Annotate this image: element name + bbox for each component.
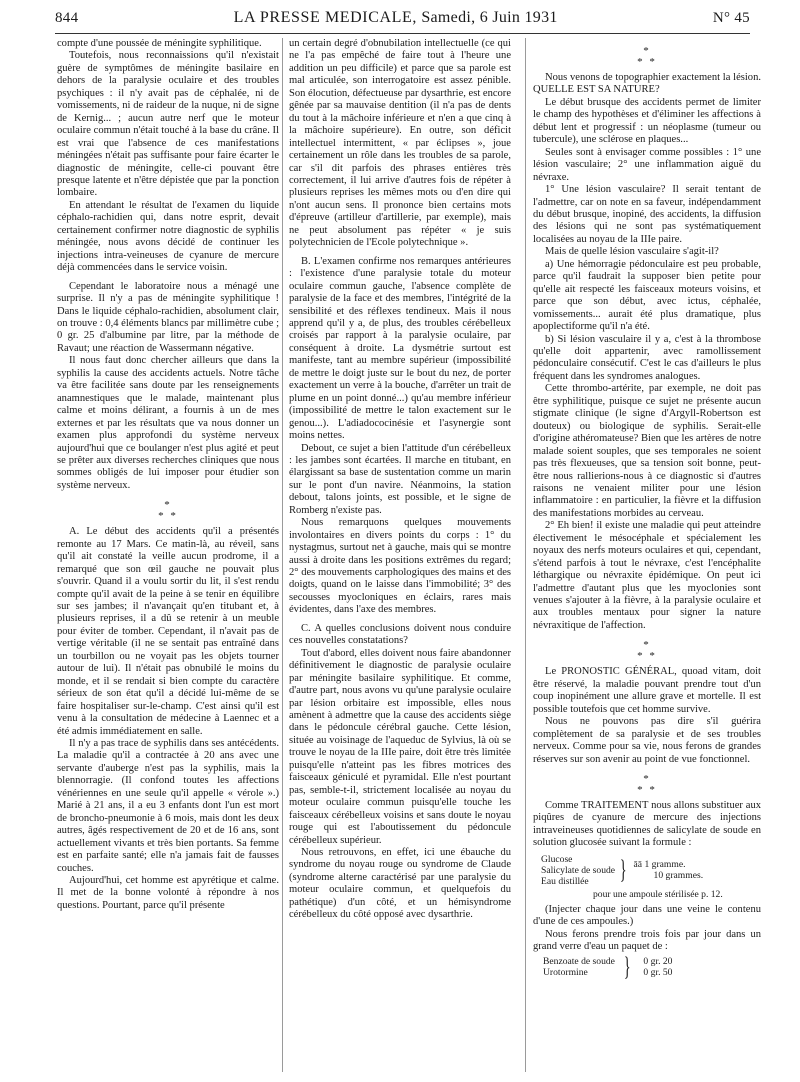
paragraph: Nous retrouvons, en effet, ici une ébauche du syndrome du noyau rouge ou syndrome de Claude (syndrome alterne caractérisé par une paralysie du moteur oculaire commun, et quelquefois du pathétique) d'un côté, et un hémisyndrome cérébelleux du côté opposé avec dysarthrie. xyxy=(289,847,511,921)
col3-section-treatment xyxy=(533,904,761,954)
formula-note: pour une ampoule stérilisée p. 12. xyxy=(593,888,723,900)
paragraph: 2° Eh bien! il existe une maladie qui peut atteindre électivement le mésocéphale et spécialement les noyaux des nerfs moteurs oculaires et qui, cependant, s'étend parfois à tout le névraxe, c'est l'encéphalite léthargique ou névraxite épidémique. On peut ici l'admettre d'autant plus que les myoclonies sont venues s'ajouter à la fièvre, à la paralysie oculaire et aux troubles mentaux pour signer la nature névraxitique de l'affection. xyxy=(533,520,761,631)
prescription-packet xyxy=(543,951,761,981)
packet-ingredients xyxy=(543,956,615,978)
paragraph: Nous venons de topographier exactement la lésion. QUELLE EST SA NATURE? xyxy=(533,72,761,96)
issue-date: Samedi, 6 Juin 1931 xyxy=(421,9,558,26)
paragraph: En attendant le résultat de l'examen du liquide céphalo-rachidien qui, dans notre esprit, devait certainement confirmer notre diagnostic de syphilis méningée, nous avons décidé de continuer les injections intra-veineuses de cyanure de mercure déjà commencées dans le service voisin. xyxy=(57,199,279,274)
paragraph: Cependant le laboratoire nous a ménagé une surprise. Il n'y a pas de méningite syphilitique ! Dans le liquide céphalo-rachidien, absolument clair, on trouve : 0,4 éléments blancs par millimètre cube ; 0 gr. 25 d'albumine par litre, par la méthode de Ravaut; une réaction de Wassermann négative. xyxy=(57,280,280,354)
paragraph: Le début brusque des accidents permet de limiter le champ des hypothèses et d'éliminer les affections à début lent et progressif : un néoplasme (tumeur ou tubercule), une sclérose en plaques... xyxy=(533,96,761,146)
paragraph: A. Le début des accidents qu'il a présentés remonte au 17 Mars. Ce matin-là, au réveil, sans qu'il ait constaté la veille aucun prodrome, il a remarqué que son œil gauche ne pouvait plus s'ouvrir. Quand il a voulu sortir du lit, il s'est rendu compte qu'il avait de la peine à se tenir en équilibre sur ses jambes; il n'avançait qu'en titubant et, à plusieurs reprises, il a dû se retenir à un meuble pour éviter de tomber. Cependant, il n'avait pas de vertige véritable (il ne se sentait pas entraîné dans un tourbillon ou ne voyait pas les objets tourner autour de lui). Il n'était pas obnubilé le moins du monde, et il se rendait si bien compte du caractère sérieux de son état qu'il a décidé lui-même de se faire hospitaliser sur-le-champ. C'est ainsi qu'il est venu à la consultation de médecine à Laennec et a été admis immédiatement en salle. xyxy=(57,526,279,737)
column-divider xyxy=(525,38,526,1072)
paragraph: a) Une hémorragie pédonculaire est peu probable, parce qu'il faudrait la supposer bien petite pour qu'elle ait respecté les faisceaux moteurs voisins, et parce que son début, avec ictus, céphalée, vomissements... aurait été plus dramatique, plus apoplectiforme qu'il n'a été. xyxy=(533,258,761,333)
paragraph: Comme TRAITEMENT nous allons substituer aux piqûres de cyanure de mercure des injections intraveineuses quotidiennes de salicylate de soude en solution glucosée suivant la formule : xyxy=(533,800,761,849)
text-column-1 xyxy=(57,38,279,912)
paragraph: Debout, ce sujet a bien l'attitude d'un cérébelleux : les jambes sont écartées. Il marche en titubant, en élargissant sa base de sustentation comme un marin sur le pont d'un navire. Néanmoins, la station debout, talons joints, est possible, et le signe de Romberg n'existe pas. xyxy=(289,442,511,516)
text-column-2 xyxy=(289,38,511,922)
paragraph: Tout d'abord, elles doivent nous faire abandonner définitivement le diagnostic de paralysie oculaire par méningite basilaire syphilitique. Et comme, d'autre part, nous avons vu qu'une paralysie oculaire par lésion orbitaire est impossible, elles nous amènent à admettre que la cause des accidents siège dans le pédoncule cérébral gauche. Cette lésion, située au voisinage de l'aqueduc de Sylvius, là où se trouve le noyau de la IIIe paire, doit être très limitée puisqu'elle n'atteint pas les fibres motrices des faisceaux géniculé et pyramidal. Elle n'est pourtant pas, semble-t-il, strictement localisée au noyau du moteur oculaire commun puisqu'elle touche les faisceaux cérébelleux voisins et sans doute le noyau rouge qui est l'aboutissement du pédoncule cérébelleux supérieur. xyxy=(289,647,511,846)
paragraph: un certain degré d'obnubilation intellectuelle (ce qui ne l'a pas empêché de faire tout à l'heure une addition un peu difficile) et parce que sa parole est mal articulée, son interrogatoire est assez pénible. Son élocution, défectueuse par dysarthrie, est encore gênée par sa mauvaise dentition (il n'a pas de dents du tout à la mâchoire inférieure et n'en a que cinq à la mâchoire supérieure). En outre, son déficit intellectuel intermittent, « par éclipses », joue certainement un rôle dans les troubles de sa parole, car s'il dit parfois des phrases entières très correctement, il lui arrive d'autres fois de répéter à plusieurs reprises les mêmes mots ou d'en dire qui n'ont aucun sens. Il prononce bien certains mots d'épreuve (artilleur d'artillerie, par exemple), mais ne peut absolument pas répéter « je suis polytechnicien de l'Ecole polytechnique ». xyxy=(289,38,511,249)
paragraph: Le PRONOSTIC GÉNÉRAL, quoad vitam, doit être réservé, la maladie pouvant prendre tout d'un coup inopinément une allure grave et mortelle. Il est possible toutefois que cet homme survive. xyxy=(533,666,761,715)
paragraph: 1° Une lésion vasculaire? Il serait tentant de l'admettre, car on note en sa faveur, indépendamment du début brusque, inopiné, des accidents, la diffusion des lésions qui ne sont pas systématiquement localisées au noyau de la IIIe paire. xyxy=(533,184,761,245)
packet-doses xyxy=(643,956,672,978)
formula-ingredients xyxy=(541,854,615,887)
paragraph: Il nous faut donc chercher ailleurs que dans la syphilis la cause des accidents actuels. Notre tâche va être facilitée sans doute par les renseignements anamnestiques que le malade, maintenant plus calme et moins délirant, a fournis à un de mes externes et par les résultats que va nous donner un examen plus approfondi du système nerveux aujourd'hui que ce boulanger n'est plus agité et peut se prêter aux diverses recherches cliniques que nous sommes obligés de lui imposer pour étudier son système nerveux. xyxy=(57,355,279,491)
formula-amount-1: āā 1 gramme. xyxy=(633,859,686,871)
page-number: 844 xyxy=(55,9,79,26)
section-separator: * * * xyxy=(637,45,657,68)
paragraph: compte d'une poussée de méningite syphilitique. xyxy=(57,38,262,49)
packet-ingredient: Benzoate de soude xyxy=(543,955,615,967)
packet-dose: 0 gr. 20 xyxy=(643,955,673,967)
packet-brace: } xyxy=(623,951,631,981)
paragraph: Aujourd'hui, cet homme est apyrétique et calme. Il met de la bonne volonté à répondre à nos questions. Pourtant, parce qu'il présente xyxy=(57,875,279,911)
formula-ingredient: Glucose xyxy=(541,853,573,865)
packet-ingredient: Urotormine xyxy=(543,966,588,978)
section-separator: * * * xyxy=(637,639,657,663)
header-rule xyxy=(55,33,750,34)
formula-ingredient: Eau distillée xyxy=(541,875,589,887)
column-divider xyxy=(282,38,283,1072)
paragraph: Nous ne pouvons pas dire s'il guérira complètement de sa paralysie et de ses troubles nerveux. Comme pour sa vie, nous ferons de grandes réserves sur son avenir au point de vue fonctionnel. xyxy=(533,716,761,765)
paragraph: Mais de quelle lésion vasculaire s'agit-il? xyxy=(545,246,719,258)
paragraph: B. L'examen confirme nos remarques antérieures : l'existence d'une paralysie totale du moteur oculaire commun gauche, l'absence complète de paralysie de la face et des membres, l'intégrité de la sensibilité et des réflexes tendineux. Mais il nous apprend qu'il y a, de plus, des troubles cérébelleux croisés par rapport à la paralysie oculaire, par conséquent à droite. La dysmétrie surtout est manifeste, tant au membre supérieur (impossibilité de mettre le doigt juste sur le bout du nez, de porter exactement un verre à la bouche, d'arrêter un trait de plume en un point donné...) qu'au membre inférieur (impossibilité de mettre le talon exactement sur le genou...). L'adiadococinésie et l'asynergie sont moins nettes. xyxy=(289,255,511,442)
paragraph: Il n'y a pas trace de syphilis dans ses antécédents. La maladie qu'il a contractée à 20 ans avec une servante d'auberge n'est pas la syphilis, mais la blennorragie. (Il confond toutes les affections vénériennes en une seule qu'il appelle « vérole ».) Marié à 21 ans, il a eu 3 enfants dont l'un est mort de broncho-pneumonie à 6 mois, mais dont les deux autres, âgés respectivement de 20 et de 16 ans, sont actuellement vivants et très bien portants. Sa femme est en parfaite santé; elle n'a jamais fait de fausses couches. xyxy=(57,738,279,874)
paragraph: Seules sont à envisager comme possibles : 1° une lésion vasculaire; 2° une inflammation aiguë du névraxe. xyxy=(533,146,761,183)
running-title xyxy=(78,9,713,27)
section-separator: * * * xyxy=(158,499,178,523)
paragraph: Nous remarquons quelques mouvements involontaires en divers points du corps : 1° du nystagmus, surtout net à gauche, mais qui se montre aussi à droite dans les positions extrêmes du regard; 2° des mouvements carphologiques des mains et des doigts, quand on le laisse dans l'immobilité; 3° des secousses myocloniques en éclairs, rares mais évidentes, dans l'axe des membres. xyxy=(289,517,511,616)
text-column-3 xyxy=(533,38,761,981)
paragraph: b) Si lésion vasculaire il y a, c'est à la thrombose qu'elle doit appartenir, avec ramollissement pédonculaire consécutif. C'est le cas d'ailleurs le plus fréquent dans les syndromes analogues. xyxy=(533,333,761,382)
formula-ingredient: Salicylate de soude xyxy=(541,864,616,876)
journal-name: LA PRESSE MEDICALE, xyxy=(233,9,418,26)
formula-brace: } xyxy=(619,855,627,885)
section-separator: * * * xyxy=(637,773,657,797)
formula-amount-2: 10 grammes. xyxy=(653,870,704,882)
paragraph: Cette thrombo-artérite, par exemple, ne doit pas être syphilitique, puisque ce sujet ne présente aucun stigmate clinique (le signe d'Argyll-Robertson est douteux) ou biologique de syphilis. Serait-elle d'origine athéromateuse? Bien que les artères de notre malade soient souples, que ses temporales ne soient pas très flexueuses, que sa tension soit bonne, peut-être nous rallierions-nous à ce diagnostic si d'autres raisons ne venaient militer pour une lésion inflammatoire : en particulier, la fièvre et la diffusion des manifestations morbides au cerveau. xyxy=(533,383,761,519)
packet-dose: 0 gr. 50 xyxy=(643,966,673,978)
prescription-formula xyxy=(541,854,761,887)
col3-section-nature xyxy=(533,46,761,632)
issue-number: N° 45 xyxy=(712,9,750,26)
col3-section-prognosis xyxy=(533,640,761,849)
paragraph: C. A quelles conclusions doivent nous conduire ces nouvelles constatations? xyxy=(289,622,511,647)
paragraph: Nous ferons prendre trois fois par jour dans un grand verre d'eau un paquet de : xyxy=(533,928,761,953)
paragraph: (Injecter chaque jour dans une veine le contenu d'une de ces ampoules.) xyxy=(533,903,761,928)
paragraph: Toutefois, nous reconnaissions qu'il n'existait guère de symptômes de méningite basilaire en dehors de la paralysie oculaire et des troubles psychiques : il n'y avait pas de céphalée, ni de vomissements, ni de raideur de la nuque, ni de signe de Kernig... ; aucun autre nerf que le moteur oculaire commun n'était touché à la base du crâne. Il est vrai que l'absence de ces manifestations méningées n'était pas suffisante pour faire écarter le diagnostic de méningite, celle-ci pouvant être presque latente et n'être dépistée que par la ponction lombaire. xyxy=(57,50,279,199)
page-header xyxy=(55,4,750,32)
